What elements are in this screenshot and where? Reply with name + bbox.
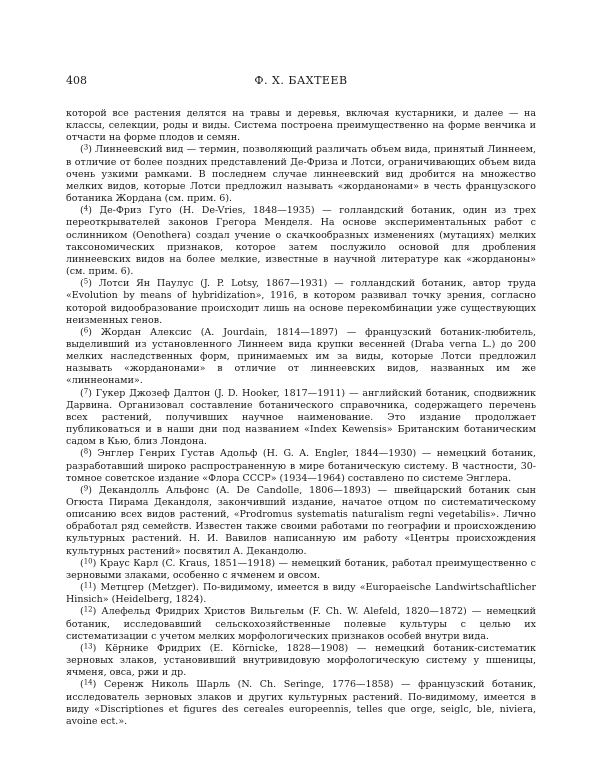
page-number: 408 xyxy=(66,74,87,87)
note-text: которой все растения делятся на травы и деревья, включая кустарники, и далее — на классы, селекции, роды и виды. Система построена преимущественно на форме венчика и отчасти на форме плодов и семян. xyxy=(66,108,536,144)
note-text: Декандолль Альфонс (A. De Candolle, 1806—1893) — швейцарский ботаник сын Огюста Пирама Декандоля, закончивший издание, начатое отцом по систематическому описанию всех видов растений, «Prodromus systematis naturalism regni vegetabilis». Лично обработал ряд семейств. Известен также своими работами по географии и происхождению культурных растений. Н. И. Вавилов написанную им работу «Центры происхождения культурных растений» посвятил А. Декандолю. xyxy=(66,484,536,557)
note-number: 4 xyxy=(83,204,89,213)
note-text: Линнеевский вид — термин, позволяющий различать объем вида, принятый Линнеем, в отличие от более поздних представлений Де-Фриза и Лотси, ограничивающих объем вида очень узкими рамками. В последнем случае линнеевский вид дробится на множество мелких видов, которые Лотси предложил называть «жорданонами» в честь французского ботаника Жордана (см. прим. 6). xyxy=(66,144,536,205)
note-continuation xyxy=(66,108,536,144)
notes-body xyxy=(66,108,536,728)
note-number: 5 xyxy=(83,277,89,286)
note-number: 7 xyxy=(83,387,89,396)
note-12: ($^{12}$) Алефельд Фридрих Христов Вильгельм (F. Ch. W. Alefeld, 1820—1872) — немецкий ботаник, исследовавший сельскохозяйственные полевые культуры с целью их систематизации с учетом мелких морфологических признаков особей внутри вида. xyxy=(66,605,536,642)
note-number: 10 xyxy=(83,557,93,566)
note-13: ($^{13}$) Кёрнике Фридрих (E. Körnicke, 1828—1908) — немецкий ботаник-систематик зерновых злаков, установивший внутривидовую морфологическую систему у пшеницы, ячменя, овса, ржи и др. xyxy=(66,642,536,679)
note-text: Энглер Генрих Густав Адольф (H. G. A. Engler, 1844—1930) — немецкий ботаник, разработавший широко распространенную в мире ботаническую систему. В частности, 30-томное советское издание «Флора СССР» (1934—1964) составлено по системе Энглера. xyxy=(66,448,536,484)
note-10: ($^{10}$) Краус Карл (C. Kraus, 1851—1918) — немецкий ботаник, работал преимущественно с зерновыми злаками, особенно с ячменем и овсом. xyxy=(66,557,536,581)
note-text: Серенж Николь Шарль (N. Ch. Seringe, 1776—1858) — французский ботаник, исследователь зерновых злаков и других культурных растений. По-видимому, имеется в виду «Discriptiones et figures des cereales europeennis, telles que orge, seiglc, ble, niviera, avoine ect.». xyxy=(66,679,537,727)
note-number: 11 xyxy=(83,581,93,590)
note-number: 12 xyxy=(83,605,93,614)
running-head: Ф. Х. БАХТЕЕВ xyxy=(254,74,348,87)
note-number: 14 xyxy=(83,678,93,687)
note-number: 3 xyxy=(83,143,89,152)
note-11: ($^{11}$) Метцгер (Metzger). По-видимому, имеется в виду «Europaeische Landwirtschaftlicher Hinsich» (Heidelberg, 1824). xyxy=(66,581,536,606)
note-number: 6 xyxy=(83,326,89,335)
note-8: ($^8$) Энглер Генрих Густав Адольф (H. G. A. Engler, 1844—1930) — немецкий ботаник, разработавший широко распространенную в мире ботаническую систему. В частности, 30-томное советское издание «Флора СССР» (1934—1964) составлено по системе Энглера. xyxy=(66,447,536,484)
note-7: ($^7$) Гукер Джозеф Далтон (J. D. Hooker, 1817—1911) — английский ботаник, сподвижник Дарвина. Организовал составление ботанического справочника, содержащего перечень всех растений, получивших научное наименование. Это издание продолжает публиковаться и в наши дни под названием «Index Kewensis» Британским ботаническим садом в Кью, близ Лондона. xyxy=(66,387,536,448)
note-number: 9 xyxy=(83,484,89,493)
note-text: Жордан Алексис (A. Jourdain, 1814—1897) — французский ботаник-любитель, выделивший из установленного Линнеем вида крупки весенней (Draba verna L.) до 200 мелких наследственных форм, принимаемых им за виды, которые Лотси предложил называть «жорданонами» в отличие от линнеевских видов, названных им же «линнеонами». xyxy=(66,326,536,387)
note-9: ($^9$) Декандолль Альфонс (A. De Candolle, 1806—1893) — швейцарский ботаник сын Огюста Пирама Декандоля, закончивший издание, начатое отцом по систематическому описанию всех видов растений, «Prodromus systematis naturalism regni vegetabilis». Лично обработал ряд семейств. Известен также своими работами по географии и происхождению культурных растений. Н. И. Вавилов написанную им работу «Центры происхождения культурных растений» посвятил А. Декандолю. xyxy=(66,484,536,557)
note-4: ($^4$) Де-Фриз Гуго (H. De-Vries, 1848—1935) — голландский ботаник, один из трех переоткрывателей законов Грегора Менделя. На основе экспериментальных работ с ослинником (Oenothera) создал учение о скачкообразных изменениях (мутациях) мелких таксономических признаков, которое затем послужило основой для дробления линнеевских видов на более мелкие, известные в научной литературе как «жорданоны» (см. прим. 6). xyxy=(66,204,536,278)
note-text: Метцгер (Metzger). По-видимому, имеется в виду «Europaeische Landwirtschaftlicher Hinsich» (Heidelberg, 1824). xyxy=(66,582,536,606)
note-3: ($^3$) Линнеевский вид — термин, позволяющий различать объем вида, принятый Линнеем, в отличие от более поздних представлений Де-Фриза и Лотси, ограничивающих объем вида очень узкими рамками. В последнем случае линнеевский вид дробится на множество мелких видов, которые Лотси предложил называть «жорданонами» в честь французского ботаника Жордана (см. прим. 6). xyxy=(66,143,536,205)
note-number: 13 xyxy=(83,642,93,651)
note-text: Лотси Ян Паулус (J. P. Lotsy, 1867—1931) — голландский ботаник, автор труда «Evolution by means of hybridization», 1916, в котором развивал точку зрения, согласно которой видообразование происходит лишь на основе перекомбинации уже существующих неизменных генов. xyxy=(66,278,536,326)
note-14: ($^{14}$) Серенж Николь Шарль (N. Ch. Seringe, 1776—1858) — французский ботаник, исследователь зерновых злаков и других культурных растений. По-видимому, имеется в виду «Discriptiones et figures des cereales europeennis, telles que orge, seiglc, ble, niviera, avoine ect.». xyxy=(66,678,537,727)
note-text: Алефельд Фридрих Христов Вильгельм (F. Ch. W. Alefeld, 1820—1872) — немецкий ботаник, исследовавший сельскохозяйственные полевые культуры с целью их систематизации с учетом мелких морфологических признаков особей внутри вида. xyxy=(66,606,536,642)
note-text: Гукер Джозеф Далтон (J. D. Hooker, 1817—1911) — английский ботаник, сподвижник Дарвина. Организовал составление ботанического справочника, содержащего перечень всех растений, получивших научное наименование. Это издание продолжает публиковаться и в наши дни под названием «Index Kewensis» Британским ботаническим садом в Кью, близ Лондона. xyxy=(66,387,536,448)
note-6: ($^6$) Жордан Алексис (A. Jourdain, 1814—1897) — французский ботаник-любитель, выделивший из установленного Линнеем вида крупки весенней (Draba verna L.) до 200 мелких наследственных форм, принимаемых им за виды, которые Лотси предложил называть «жорданонами» в отличие от линнеевских видов, названных им же «линнеонами». xyxy=(66,326,536,387)
note-text: Де-Фриз Гуго (H. De-Vries, 1848—1935) — голландский ботаник, один из трех переоткрывателей законов Грегора Менделя. На основе экспериментальных работ с ослинником (Oenothera) создал учение о скачкообразных изменениях (мутациях) мелких таксономических признаков, которое затем послужило основой для дробления линнеевских видов на более мелкие, известные в научной литературе как «жорданоны» (см. прим. 6). xyxy=(66,205,536,278)
page-header xyxy=(66,74,536,90)
note-text: Кёрнике Фридрих (E. Körnicke, 1828—1908) — немецкий ботаник-систематик зерновых злаков, установивший внутривидовую морфологическую систему у пшеницы, ячменя, овса, ржи и др. xyxy=(66,642,536,679)
note-number: 8 xyxy=(83,447,89,456)
note-5: ($^5$) Лотси Ян Паулус (J. P. Lotsy, 1867—1931) — голландский ботаник, автор труда «Evolution by means of hybridization», 1916, в котором развивал точку зрения, согласно которой видообразование происходит лишь на основе перекомбинации уже существующих неизменных генов. xyxy=(66,277,536,326)
note-text: Краус Карл (C. Kraus, 1851—1918) — немецкий ботаник, работал преимущественно с зерновыми злаками, особенно с ячменем и овсом. xyxy=(66,557,536,581)
